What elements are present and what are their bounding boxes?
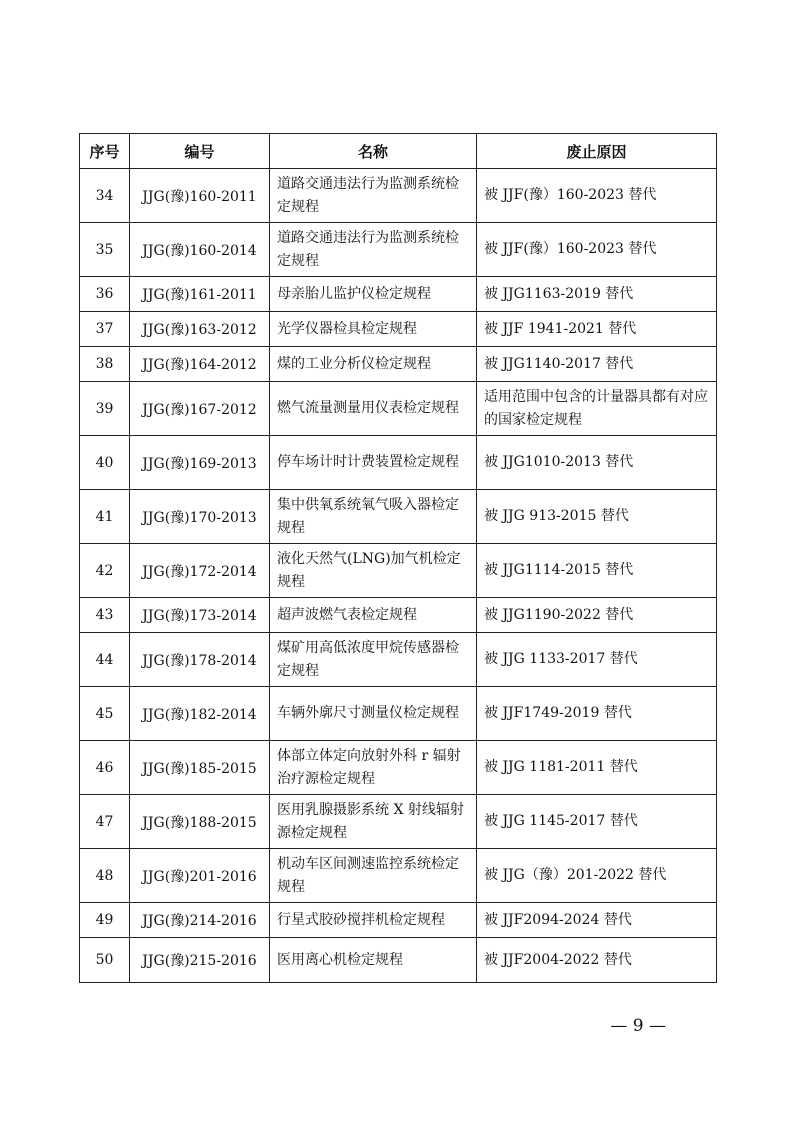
table-row — [80, 849, 717, 903]
row-code: JJG(豫)161-2011 — [130, 277, 270, 312]
row-serial-number: 41 — [80, 490, 130, 544]
table-row — [80, 223, 717, 277]
row-name: 医用乳腺摄影系统 X 射线辐射源检定规程 — [270, 795, 477, 849]
page-number: — 9 — — [610, 1016, 666, 1036]
row-serial-number: 43 — [80, 598, 130, 633]
row-name: 停车场计时计费装置检定规程 — [270, 436, 477, 490]
table-row — [80, 741, 717, 795]
row-code: JJG(豫)201-2016 — [130, 849, 270, 903]
row-name: 体部立体定向放射外科 r 辐射治疗源检定规程 — [270, 741, 477, 795]
row-code: JJG(豫)164-2012 — [130, 347, 270, 382]
row-abolish-reason: 被 JJF 1941-2021 替代 — [477, 312, 717, 347]
row-name: 煤矿用高低浓度甲烷传感器检定规程 — [270, 633, 477, 687]
table-row — [80, 544, 717, 598]
row-serial-number: 46 — [80, 741, 130, 795]
row-code: JJG(豫)182-2014 — [130, 687, 270, 741]
row-name: 道路交通违法行为监测系统检定规程 — [270, 169, 477, 223]
row-name: 机动车区间测速监控系统检定规程 — [270, 849, 477, 903]
row-name: 光学仪器检具检定规程 — [270, 312, 477, 347]
row-serial-number: 44 — [80, 633, 130, 687]
table-row — [80, 795, 717, 849]
table-row — [80, 347, 717, 382]
row-abolish-reason: 被 JJF2094-2024 替代 — [477, 903, 717, 938]
row-abolish-reason: 被 JJG 1133-2017 替代 — [477, 633, 717, 687]
table-row — [80, 687, 717, 741]
row-abolish-reason: 被 JJG1114-2015 替代 — [477, 544, 717, 598]
row-abolish-reason: 被 JJF(豫）160-2023 替代 — [477, 223, 717, 277]
row-name: 液化天然气(LNG)加气机检定规程 — [270, 544, 477, 598]
row-abolish-reason: 被 JJG 913-2015 替代 — [477, 490, 717, 544]
table-row — [80, 382, 717, 436]
row-serial-number: 48 — [80, 849, 130, 903]
table-row — [80, 938, 717, 983]
row-name: 医用离心机检定规程 — [270, 938, 477, 983]
row-abolish-reason: 被 JJG 1145-2017 替代 — [477, 795, 717, 849]
table-row — [80, 436, 717, 490]
row-code: JJG(豫)172-2014 — [130, 544, 270, 598]
row-abolish-reason: 被 JJF(豫）160-2023 替代 — [477, 169, 717, 223]
row-name: 道路交通违法行为监测系统检定规程 — [270, 223, 477, 277]
row-code: JJG(豫)178-2014 — [130, 633, 270, 687]
row-name: 母亲胎儿监护仪检定规程 — [270, 277, 477, 312]
row-abolish-reason: 适用范围中包含的计量器具都有对应的国家检定规程 — [477, 382, 717, 436]
table-row — [80, 598, 717, 633]
row-serial-number: 45 — [80, 687, 130, 741]
row-code: JJG(豫)173-2014 — [130, 598, 270, 633]
row-serial-number: 38 — [80, 347, 130, 382]
row-code: JJG(豫)214-2016 — [130, 903, 270, 938]
row-serial-number: 34 — [80, 169, 130, 223]
table-row — [80, 490, 717, 544]
header-serial-number: 序号 — [80, 134, 130, 169]
row-serial-number: 37 — [80, 312, 130, 347]
row-serial-number: 42 — [80, 544, 130, 598]
header-abolish-reason: 废止原因 — [477, 134, 717, 169]
row-serial-number: 47 — [80, 795, 130, 849]
row-abolish-reason: 被 JJG1190-2022 替代 — [477, 598, 717, 633]
row-code: JJG(豫)163-2012 — [130, 312, 270, 347]
row-name: 车辆外廓尺寸测量仪检定规程 — [270, 687, 477, 741]
row-code: JJG(豫)169-2013 — [130, 436, 270, 490]
row-serial-number: 39 — [80, 382, 130, 436]
row-name: 燃气流量测量用仪表检定规程 — [270, 382, 477, 436]
table-row — [80, 277, 717, 312]
row-code: JJG(豫)167-2012 — [130, 382, 270, 436]
abolished-regulations-table — [79, 133, 717, 983]
header-name: 名称 — [270, 134, 477, 169]
row-name: 行星式胶砂搅拌机检定规程 — [270, 903, 477, 938]
row-code: JJG(豫)215-2016 — [130, 938, 270, 983]
table-row — [80, 312, 717, 347]
row-serial-number: 40 — [80, 436, 130, 490]
row-abolish-reason: 被 JJG（豫）201-2022 替代 — [477, 849, 717, 903]
row-abolish-reason: 被 JJF1749-2019 替代 — [477, 687, 717, 741]
row-code: JJG(豫)160-2014 — [130, 223, 270, 277]
row-name: 集中供氧系统氧气吸入器检定规程 — [270, 490, 477, 544]
row-serial-number: 49 — [80, 903, 130, 938]
row-abolish-reason: 被 JJG1010-2013 替代 — [477, 436, 717, 490]
row-abolish-reason: 被 JJG1163-2019 替代 — [477, 277, 717, 312]
table-row — [80, 903, 717, 938]
header-code: 编号 — [130, 134, 270, 169]
row-serial-number: 35 — [80, 223, 130, 277]
row-name: 超声波燃气表检定规程 — [270, 598, 477, 633]
table-header-row — [80, 134, 717, 169]
row-serial-number: 50 — [80, 938, 130, 983]
row-abolish-reason: 被 JJF2004-2022 替代 — [477, 938, 717, 983]
row-serial-number: 36 — [80, 277, 130, 312]
row-abolish-reason: 被 JJG1140-2017 替代 — [477, 347, 717, 382]
row-code: JJG(豫)188-2015 — [130, 795, 270, 849]
row-code: JJG(豫)185-2015 — [130, 741, 270, 795]
table-row — [80, 169, 717, 223]
row-name: 煤的工业分析仪检定规程 — [270, 347, 477, 382]
row-code: JJG(豫)170-2013 — [130, 490, 270, 544]
row-abolish-reason: 被 JJG 1181-2011 替代 — [477, 741, 717, 795]
table-row — [80, 633, 717, 687]
row-code: JJG(豫)160-2011 — [130, 169, 270, 223]
